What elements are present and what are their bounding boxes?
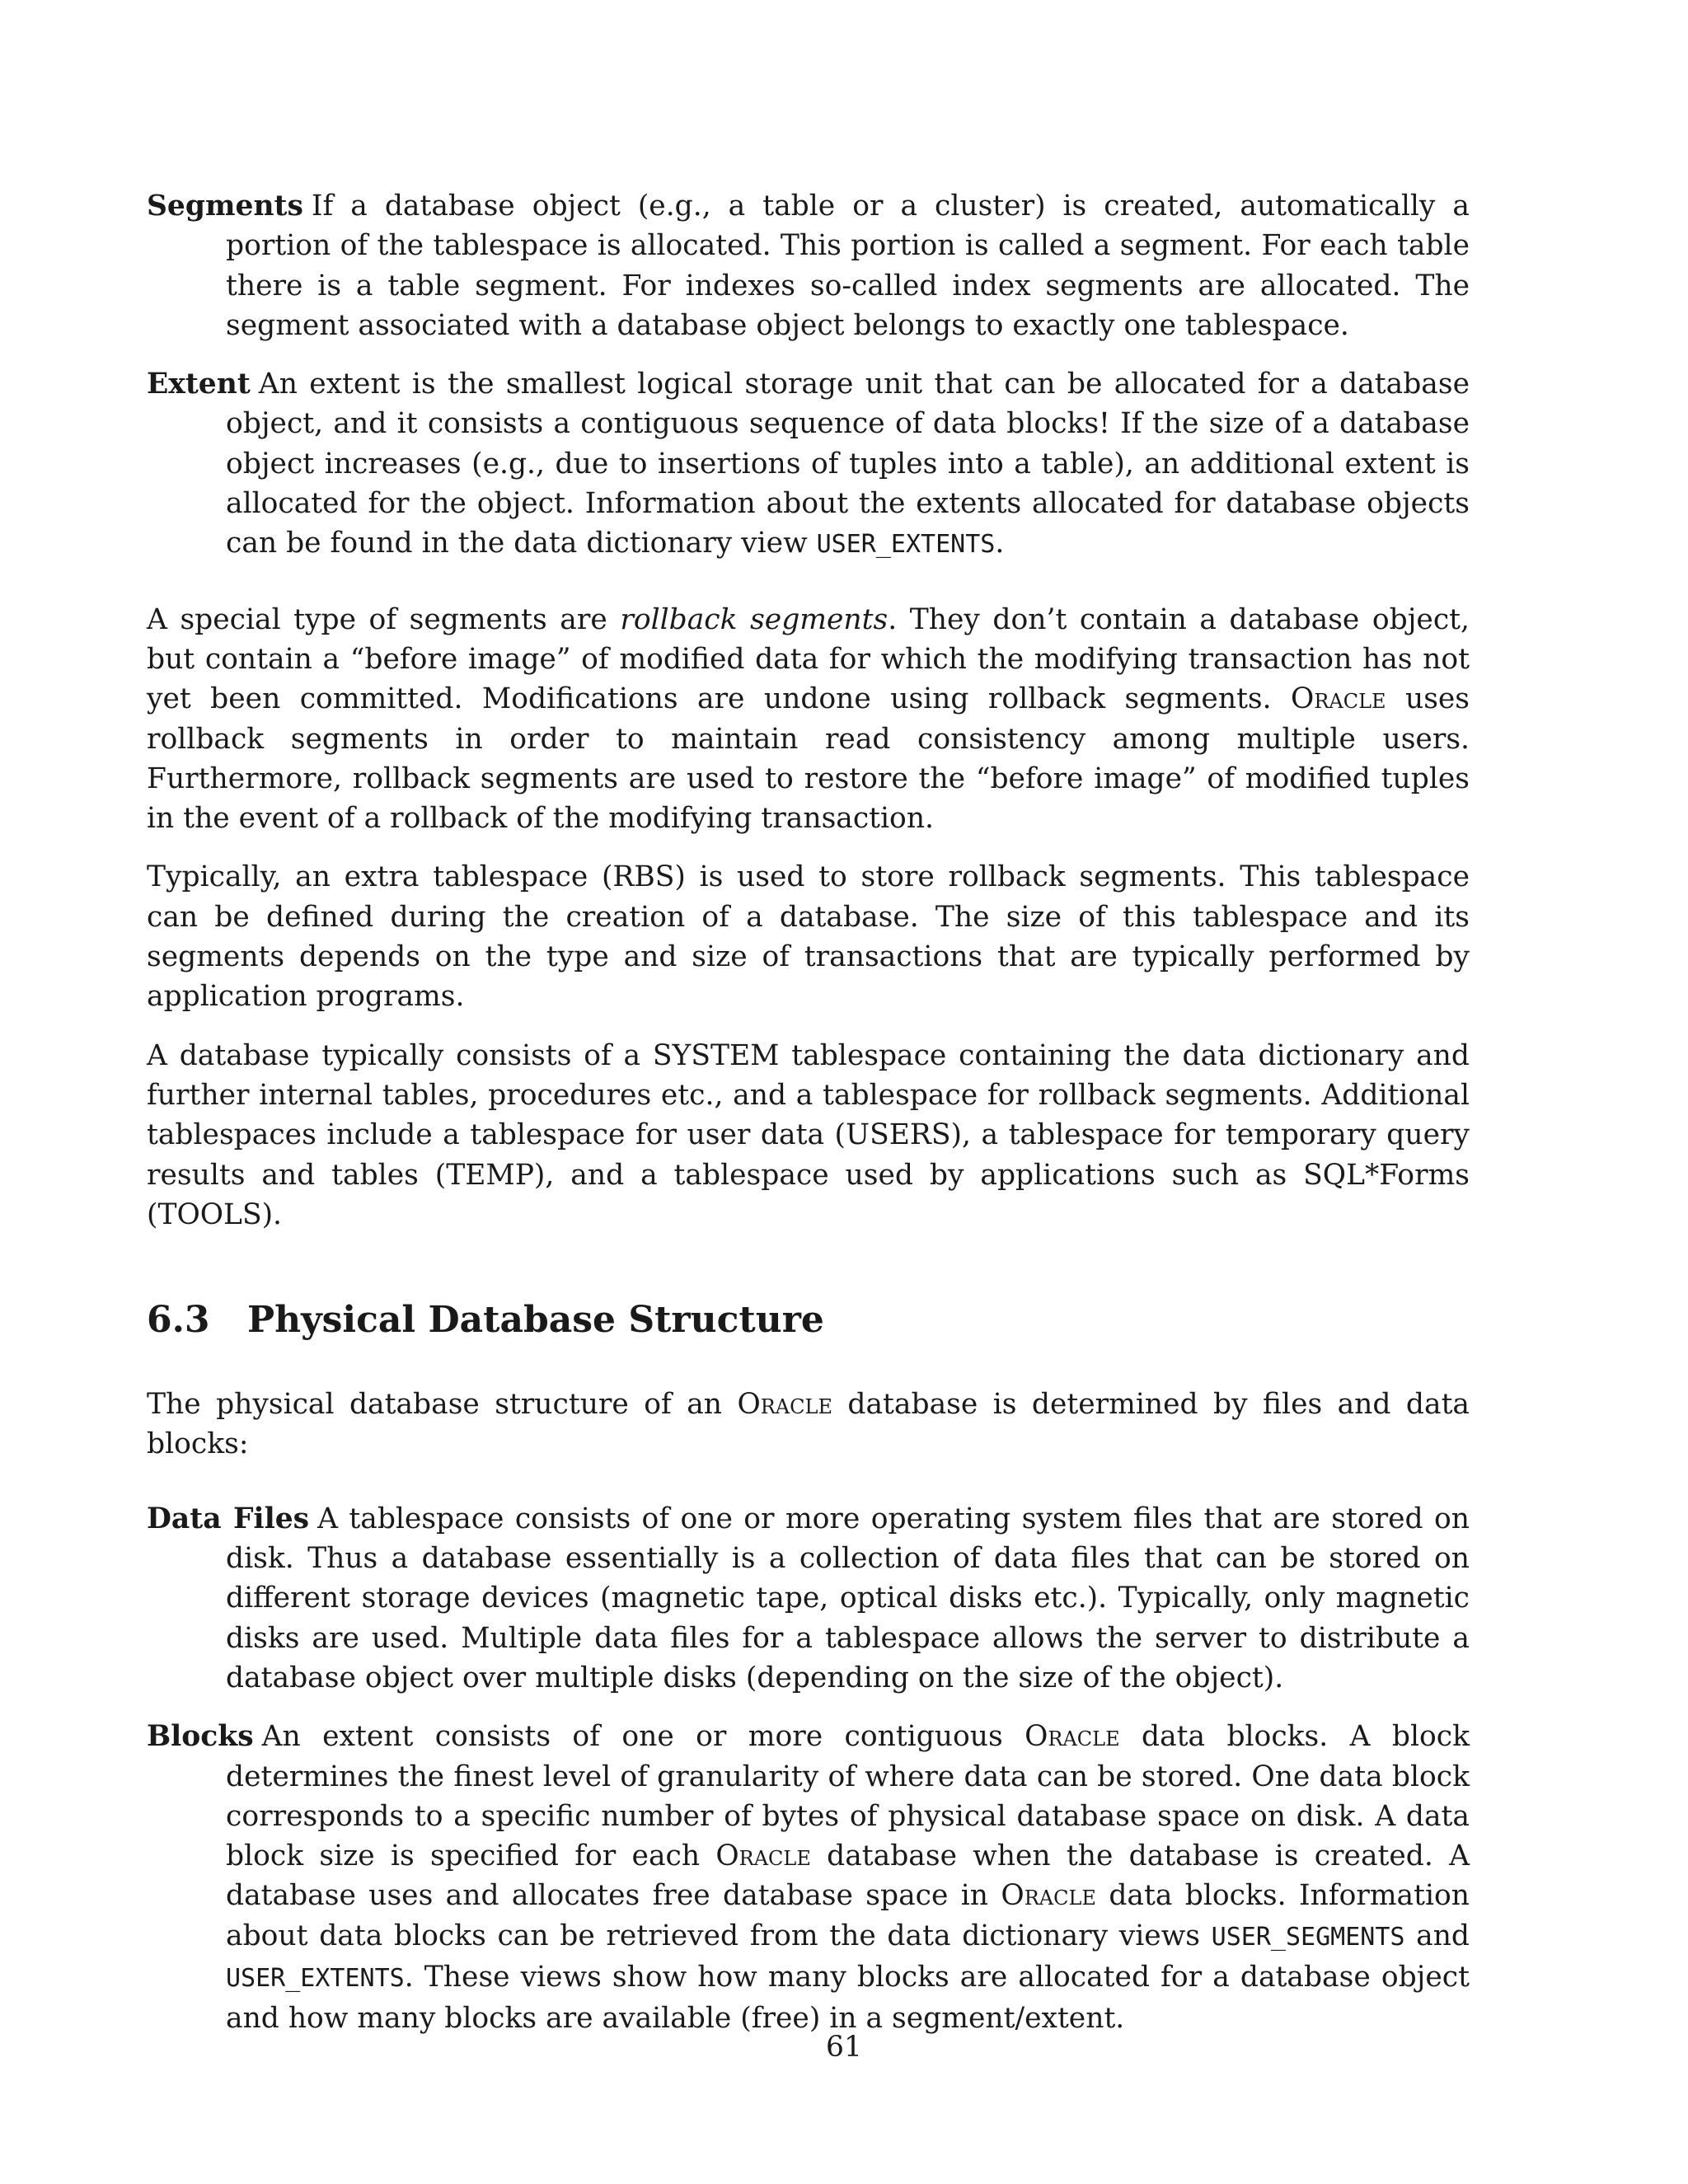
data-files-text: A tablespace consists of one or more operating system files that are stored on disk. Thus a database essentially is a collection of data files that can be stored on different storage devices (magnetic tape, optical disks etc.). Typically, only magnetic disks are used. Multiple data files for a tablespace allows the server to distribute a database object over multiple disks (depending on the size of the object). <box>226 1502 1470 1694</box>
segments-description <box>147 186 1470 345</box>
extent-description <box>147 364 1470 565</box>
blocks-text-5: . These views show how many blocks are allocated for a database object and how many blocks are available (free) in a segment/extent. <box>226 1960 1470 2036</box>
extent-text: An extent is the smallest logical storage unit that can be allocated for a database object, and it consists a contiguous sequence of data blocks! If the size of a database object increases (e.g., due to insertions of tuples into a table), an additional extent is allocated for the object. Information about the extents allocated for database objects can be found in the data dictionary view <box>226 368 1470 560</box>
section-heading <box>147 1297 1470 1343</box>
data-files-term: Data Files <box>147 1502 310 1535</box>
rollback-paragraph <box>147 600 1470 839</box>
blocks-text-1: An extent consists of one or more contiguous <box>261 1720 1003 1754</box>
segments-view-code: USER_SEGMENTS <box>1211 1922 1405 1952</box>
oracle-name: Oracle <box>1025 1720 1120 1754</box>
blocks-and: and <box>1416 1919 1470 1952</box>
segments-text: If a database object (e.g., a table or a cluster) is created, automatically a portion of the tablespace is allocated. This portion is called a segment. For each table there is a table segment. For indexes so-called index segments are allocated. The segment associated with a database object belongs to exactly one tablespace. <box>226 190 1470 342</box>
section-title: Physical Database Structure <box>247 1299 824 1342</box>
data-files-description <box>147 1499 1470 1698</box>
extent-text-end: . <box>995 527 1005 560</box>
extent-view-code: USER_EXTENTS <box>816 530 996 560</box>
rollback-text-2: . They don’t contain a database object, but contain a “before image” of modified data for which the modifying transaction has not yet been committed. Modifications are undone using rollback segments. <box>147 602 1470 716</box>
extents-view-code: USER_EXTENTS <box>226 1963 405 1993</box>
page-number: 61 <box>826 2031 862 2064</box>
blocks-term: Blocks <box>147 1720 254 1754</box>
intro-text-1: The physical database structure of an <box>147 1388 723 1422</box>
rollback-text-3: uses rollback segments in order to maintain read consistency among multiple users. Furthermore, rollback segments are used to restore the “before image” of modified tuples in the event of a rollback of the modifying transaction. <box>147 682 1470 836</box>
oracle-name: Oracle <box>1001 1879 1096 1913</box>
section-number: 6.3 <box>147 1299 210 1342</box>
blocks-description <box>147 1717 1470 2038</box>
oracle-name: Oracle <box>737 1388 832 1422</box>
intro-paragraph <box>147 1385 1470 1465</box>
blocks-text-3: database when the database is created. A database uses and allocates free database space in <box>226 1840 1470 1913</box>
page-body <box>147 186 1470 2039</box>
blocks-text-2: data blocks. A block determines the finest level of granularity of where data can be stored. One data block corresponds to a specific number of bytes of physical database space on disk. A data block size is specified for each <box>226 1720 1470 1873</box>
rollback-emphasis: rollback segments <box>620 602 889 636</box>
segments-term: Segments <box>147 190 303 223</box>
rbs-paragraph: Typically, an extra tablespace (RBS) is used to store rollback segments. This tablespace can be defined during the creation of a database. The size of this tablespace and its segments depends on the type and size of transactions that are typically performed by application programs. <box>147 860 1470 1014</box>
system-paragraph: A database typically consists of a SYSTEM tablespace containing the data dictionary and further internal tables, procedures etc., and a tablespace for rollback segments. Additional tablespaces include a tablespace for user data (USERS), a tablespace for temporary query results and tables (TEMP), and a tablespace used by applications such as SQL*Forms (TOOLS). <box>147 1038 1470 1231</box>
rollback-text-1: A special type of segments are <box>147 602 607 636</box>
blocks-text-4: data blocks. Information about data blocks can be retrieved from the data dictionary views <box>226 1879 1470 1952</box>
oracle-name: Oracle <box>715 1840 811 1873</box>
oracle-name: Oracle <box>1291 682 1386 716</box>
intro-text-2: database is determined by files and data blocks: <box>147 1388 1470 1461</box>
extent-term: Extent <box>147 368 251 401</box>
